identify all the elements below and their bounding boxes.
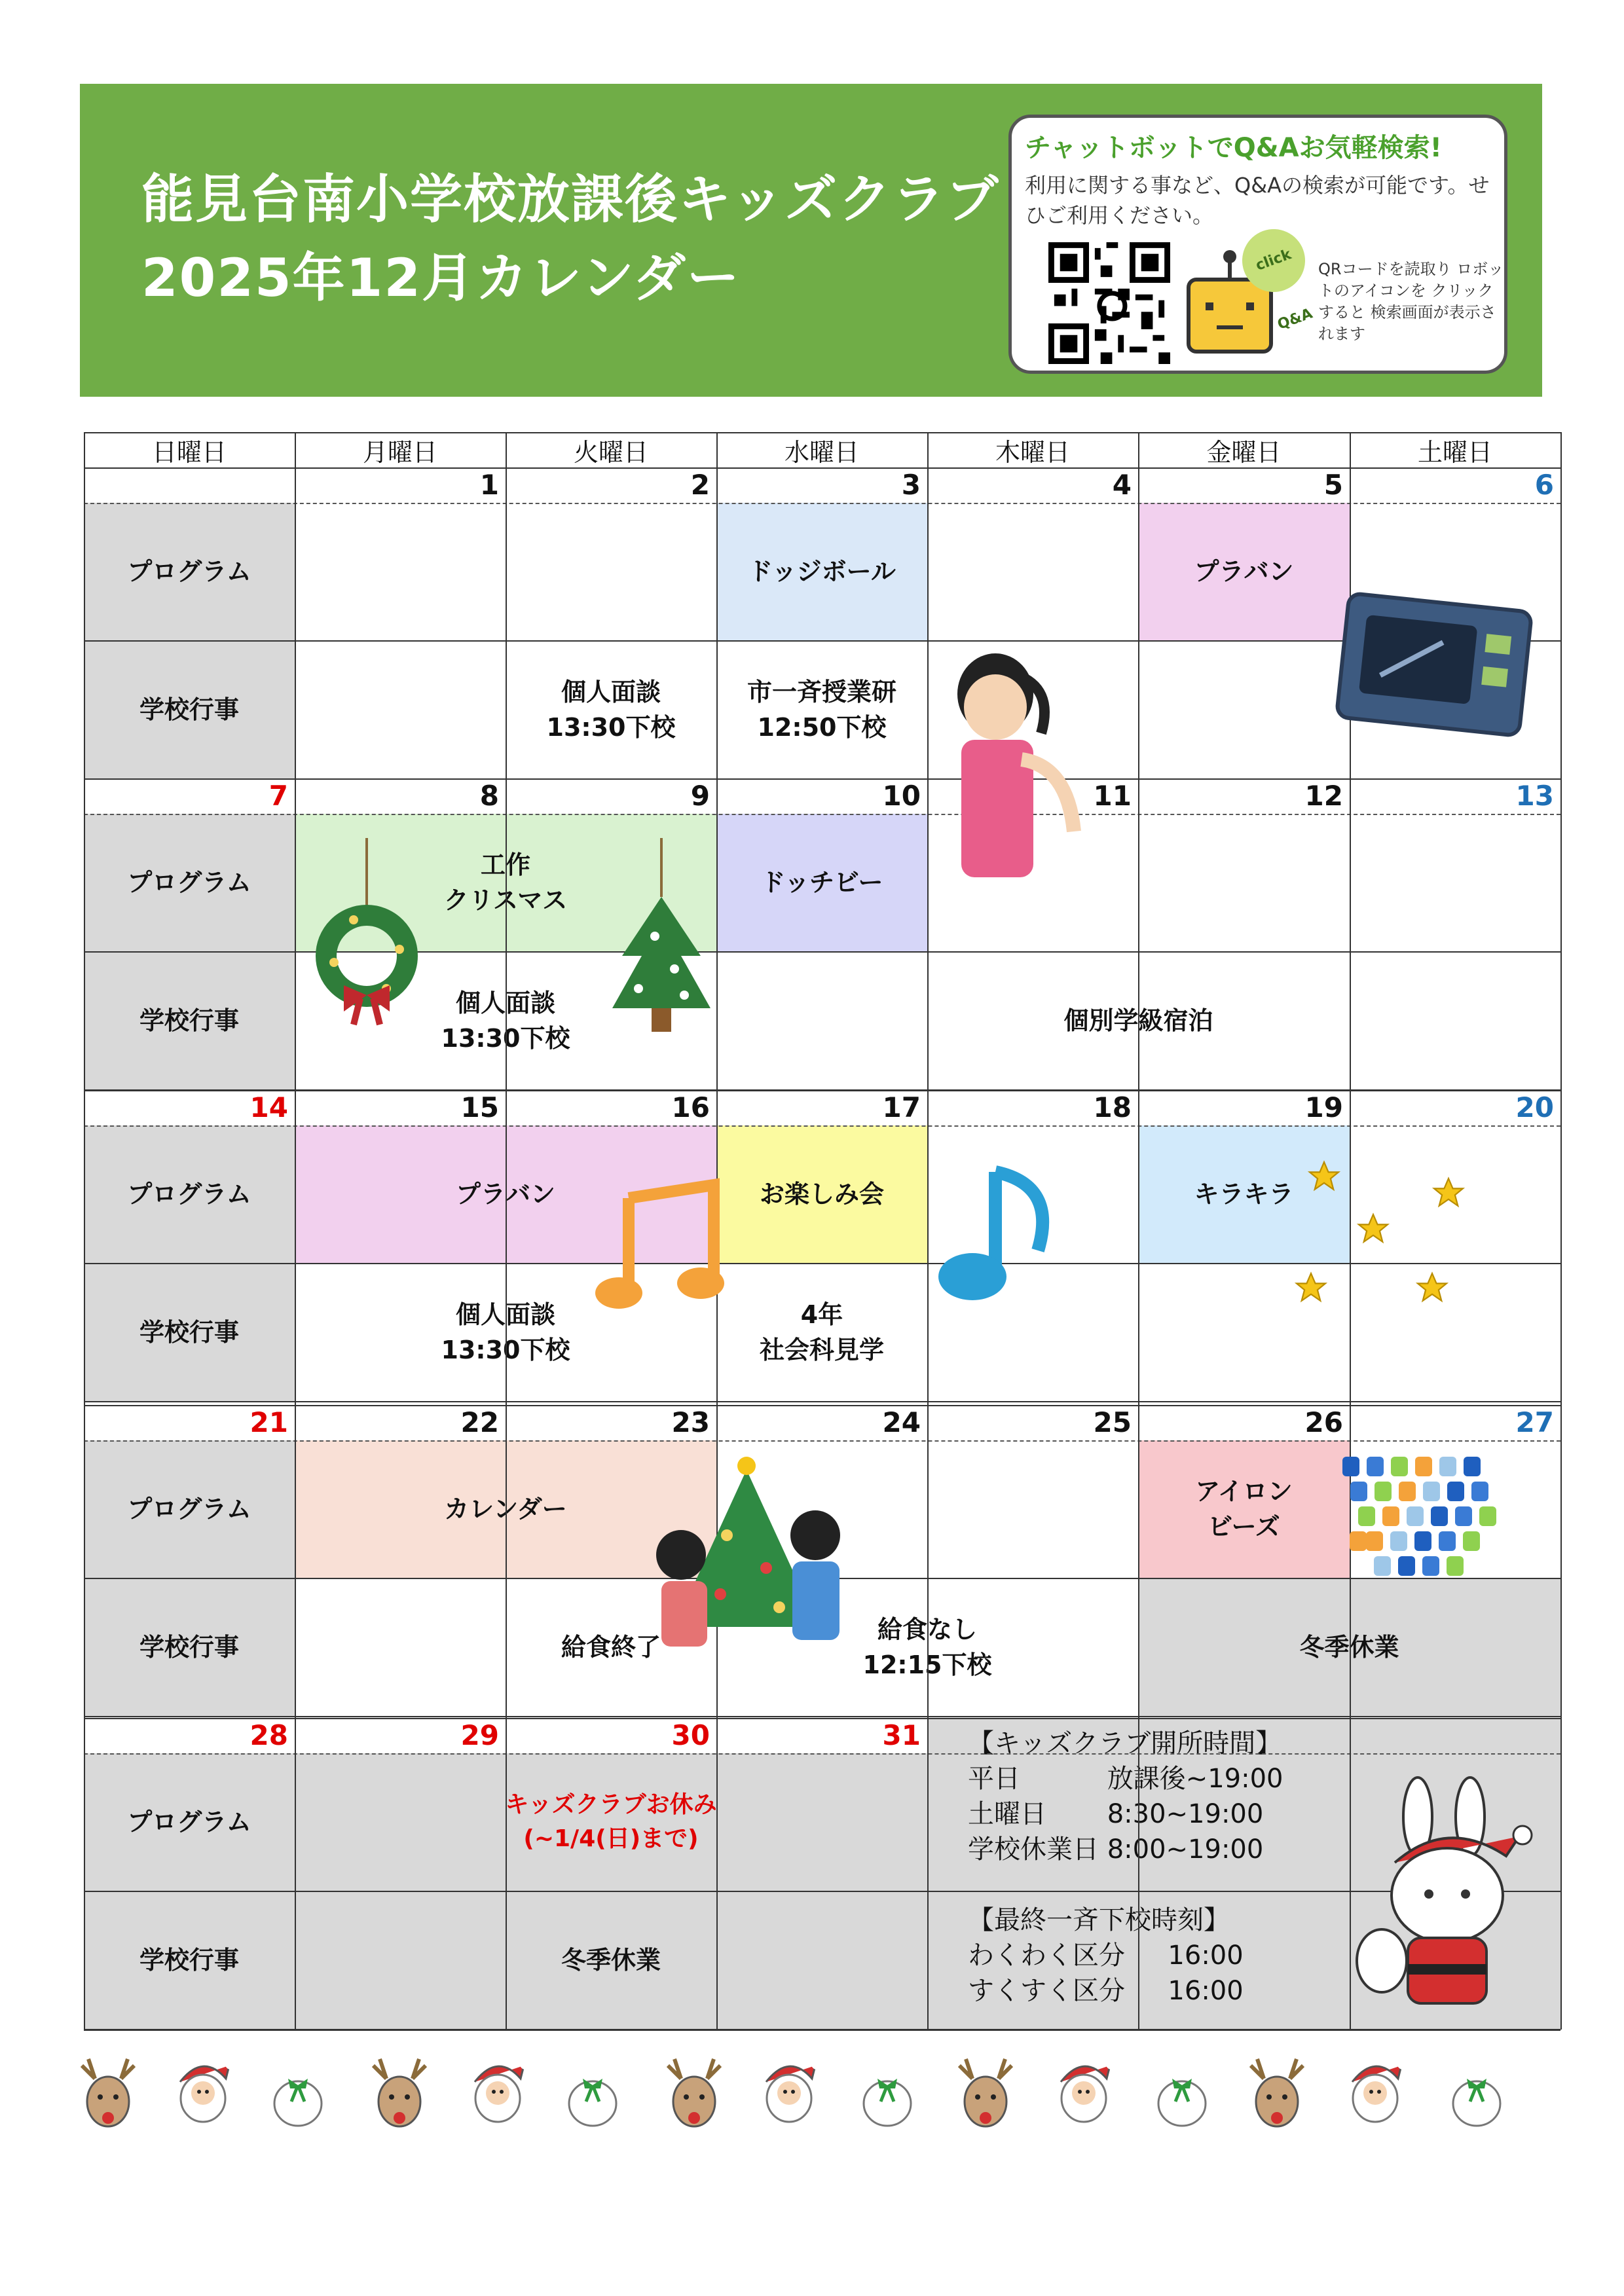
row-label-school: 学校行事 xyxy=(84,640,295,778)
day-number: 7 xyxy=(268,780,288,812)
music-note-icon xyxy=(933,1159,1064,1303)
school-event-cell: 4年 社会科見学 xyxy=(759,1300,884,1364)
reindeer-icon xyxy=(367,2052,439,2131)
chatbot-note: QRコードを読取り ロボットのアイコンを クリックすると 検索画面が表示されます xyxy=(1318,260,1504,343)
weekday-header: 土曜日 xyxy=(1417,437,1492,467)
day-number: 14 xyxy=(249,1091,288,1123)
children-decorating-tree-icon xyxy=(648,1457,845,1653)
program-cell: お楽しみ会 xyxy=(716,1125,927,1263)
gift-bag-icon xyxy=(1149,2052,1221,2131)
wreath-icon xyxy=(314,838,419,1034)
weekday-header: 日曜日 xyxy=(151,437,227,467)
day-number: 1 xyxy=(479,469,499,501)
day-number: 12 xyxy=(1304,780,1343,812)
school-event-cell: 給食終了 xyxy=(561,1632,661,1662)
day-number: 18 xyxy=(1093,1091,1132,1123)
day-number: 21 xyxy=(249,1406,288,1438)
qr-code-icon[interactable] xyxy=(1048,242,1170,364)
grid-line xyxy=(84,951,1560,953)
weekday-header: 木曜日 xyxy=(995,437,1070,467)
school-event-cell: 個別学級宿泊 xyxy=(1063,1006,1213,1035)
grid-line xyxy=(84,2030,1560,2031)
row-label-program: プログラム xyxy=(84,1125,295,1263)
program-cell: 工作 クリスマス xyxy=(295,814,716,951)
day-number: 26 xyxy=(1304,1406,1343,1438)
grid-line xyxy=(84,1090,1560,1091)
grid-line xyxy=(506,432,507,2030)
chatbot-description: 利用に関する事など、Q&Aの検索が可能です。せひご利用ください。 xyxy=(1025,173,1490,228)
weekday-header: 火曜日 xyxy=(573,437,648,467)
grid-line xyxy=(84,1263,1560,1264)
grid-line xyxy=(84,778,1560,780)
program-cell: アイロン ビーズ xyxy=(1138,1440,1350,1578)
row-label-school: 学校行事 xyxy=(84,951,295,1089)
grid-line xyxy=(84,1405,1560,1406)
row-label-program: プログラム xyxy=(84,814,295,951)
school-event-cell: 市一斉授業研 12:50下校 xyxy=(747,677,896,742)
row-label-school: 学校行事 xyxy=(84,1891,295,2029)
day-number: 10 xyxy=(882,780,921,812)
microwave-icon xyxy=(1336,589,1532,733)
row-label-school: 学校行事 xyxy=(84,1578,295,1716)
date-row-divider xyxy=(84,1440,1560,1442)
program-cell: ドッチビー xyxy=(716,814,927,951)
date-row-divider xyxy=(84,1125,1560,1127)
day-number: 11 xyxy=(1093,780,1132,812)
grid-line xyxy=(84,1716,1560,1717)
click-qa-badge: click Q&A xyxy=(1233,220,1314,301)
row-label-program: プログラム xyxy=(84,1753,295,1891)
day-number: 8 xyxy=(479,780,499,812)
grid-line xyxy=(295,432,296,2030)
reindeer-icon xyxy=(1244,2052,1316,2131)
grid-line xyxy=(84,432,85,2030)
day-number: 3 xyxy=(901,469,921,501)
day-number: 25 xyxy=(1093,1406,1132,1438)
program-cell: キッズクラブお休み (~1/4(日)まで) xyxy=(295,1753,927,1891)
weekday-header: 金曜日 xyxy=(1206,437,1282,467)
gift-bag-icon xyxy=(1444,2052,1516,2131)
reindeer-icon xyxy=(953,2052,1025,2131)
chatbot-info-box xyxy=(1008,115,1507,374)
day-number: 17 xyxy=(882,1091,921,1123)
reindeer-icon xyxy=(75,2052,147,2131)
day-number: 5 xyxy=(1323,469,1343,501)
day-number: 31 xyxy=(882,1719,921,1751)
program-cell: ドッジボール xyxy=(716,503,927,640)
date-row-divider xyxy=(84,503,1560,504)
santa-icon xyxy=(1342,2052,1414,2131)
santa-icon xyxy=(465,2052,537,2131)
school-event-cell: 冬季休業 xyxy=(1138,1578,1560,1716)
christmas-tree-icon xyxy=(609,838,714,1034)
row-label-program: プログラム xyxy=(84,1440,295,1578)
day-number: 23 xyxy=(671,1406,710,1438)
opening-hours-info: 【キッズクラブ開所時間】 平日 放課後~19:00 土曜日 8:30~19:00 学校休業日 8:00~19:00 【最終一斉下校時刻】 わくわく区分 16:00 すくすく区分 16:00 xyxy=(968,1728,1283,2006)
school-event-cell: 個人面談 13:30下校 xyxy=(441,1300,570,1364)
grid-line xyxy=(84,467,1560,469)
date-row-divider xyxy=(84,814,1560,815)
reindeer-icon xyxy=(661,2052,733,2131)
santa-icon xyxy=(170,2052,242,2131)
music-note-icon xyxy=(596,1172,727,1309)
school-event-cell: 給食なし 12:15下校 xyxy=(862,1614,992,1679)
program-cell: カレンダー xyxy=(295,1440,716,1578)
santa-icon xyxy=(1051,2052,1123,2131)
header-banner xyxy=(80,84,1542,397)
day-number: 20 xyxy=(1515,1091,1554,1123)
row-label-school: 学校行事 xyxy=(84,1263,295,1401)
day-number: 22 xyxy=(460,1406,499,1438)
page-subtitle: 2025年12月カレンダー xyxy=(141,247,741,308)
date-row-divider xyxy=(84,1753,1560,1755)
star-icon xyxy=(1359,1214,1389,1245)
day-number: 4 xyxy=(1112,469,1132,501)
school-event-cell: 冬季休業 xyxy=(295,1891,927,2029)
star-icon xyxy=(1418,1273,1448,1303)
santa-icon xyxy=(756,2052,828,2131)
page-title: 能見台南小学校放課後キッズクラブ xyxy=(141,169,1000,230)
weekday-header: 月曜日 xyxy=(362,437,437,467)
day-number: 9 xyxy=(690,780,710,812)
school-event-cell: 個人面談 13:30下校 xyxy=(441,988,570,1053)
grid-line xyxy=(84,432,1560,433)
star-icon xyxy=(1434,1178,1464,1209)
day-number: 28 xyxy=(249,1719,288,1751)
chatbot-heading: チャットボットでQ&Aお気軽検索! xyxy=(1025,133,1442,163)
grid-line xyxy=(84,1718,1560,1719)
school-event-cell: 個人面談 13:30下校 xyxy=(546,677,676,742)
row-label-program: プログラム xyxy=(84,503,295,640)
day-number: 2 xyxy=(690,469,710,501)
gift-bag-icon xyxy=(855,2052,927,2131)
program-cell: プラバン xyxy=(295,1125,716,1263)
grid-line xyxy=(1138,432,1139,2030)
day-number: 27 xyxy=(1515,1406,1554,1438)
day-number: 6 xyxy=(1534,469,1554,501)
grid-line xyxy=(1560,432,1562,2030)
star-icon xyxy=(1297,1273,1327,1303)
grid-line xyxy=(84,1401,1560,1402)
gift-bag-icon xyxy=(560,2052,632,2131)
grid-line xyxy=(84,1891,1560,1892)
day-number: 30 xyxy=(671,1719,710,1751)
program-cell: キラキラ xyxy=(1138,1125,1350,1263)
program-cell: プラバン xyxy=(1138,503,1350,640)
day-number: 19 xyxy=(1304,1091,1343,1123)
santa-rabbit-icon xyxy=(1356,1791,1539,2013)
grid-line xyxy=(927,432,929,2030)
day-number: 24 xyxy=(882,1406,921,1438)
weekday-header: 水曜日 xyxy=(784,437,859,467)
day-number: 13 xyxy=(1515,780,1554,812)
day-number: 29 xyxy=(460,1719,499,1751)
stretching-woman-icon xyxy=(943,655,1087,877)
star-icon xyxy=(1310,1162,1340,1192)
iron-beads-icon xyxy=(1336,1450,1500,1601)
gift-bag-icon xyxy=(265,2052,337,2131)
day-number: 16 xyxy=(671,1091,710,1123)
day-number: 15 xyxy=(460,1091,499,1123)
